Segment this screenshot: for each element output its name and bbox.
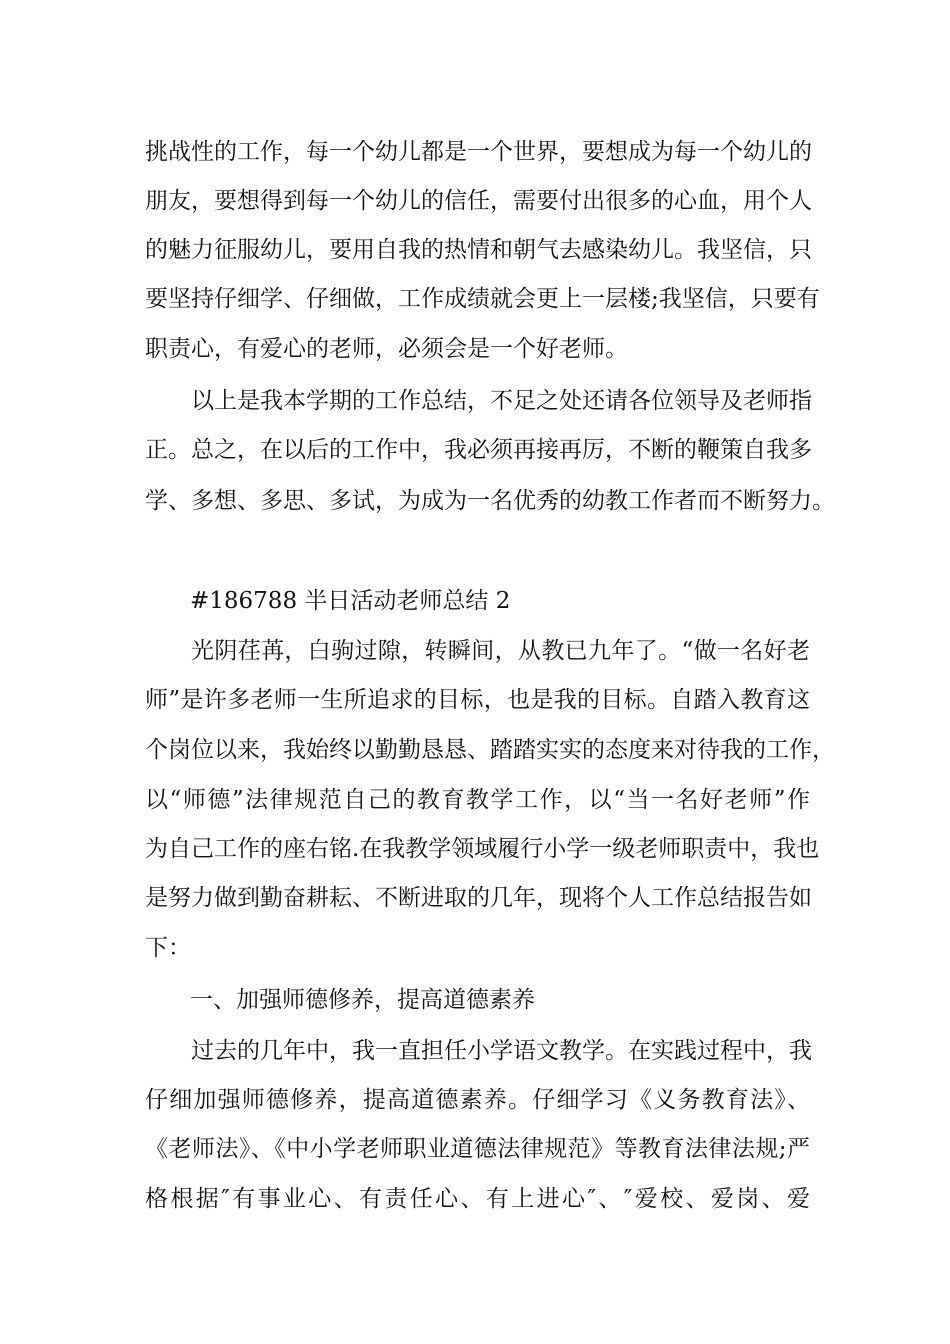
text-line: 以上是我本学期的工作总结，不足之处还请各位领导及老师指 [191, 388, 812, 414]
text-line: 朋友，要想得到每一个幼儿的信任，需要付出很多的心血，用个人 [145, 188, 812, 214]
text-line: 下： [145, 935, 191, 961]
text-line: 挑战性的工作，每一个幼儿都是一个世界，要想成为每一个幼儿的 [145, 139, 812, 165]
text-line: 师”是许多老师一生所追求的目标，也是我的目标。自踏入教育这 [145, 687, 810, 713]
text-line: 正。总之，在以后的工作中，我必须再接再厉，不断的鞭策自我多 [145, 437, 812, 463]
text-line: 《老师法》、《中小学老师职业道德法律规范》等教育法律法规;严 [145, 1136, 810, 1162]
text-line: 过去的几年中，我一直担任小学语文教学。在实践过程中，我 [191, 1038, 812, 1064]
text-line: 仔细加强师德修养，提高道德素养。仔细学习《义务教育法》、 [145, 1087, 810, 1113]
text-line: 要坚持仔细学、仔细做，工作成绩就会更上一层楼;我坚信，只要有 [145, 286, 820, 312]
text-line: 的魅力征服幼儿，要用自我的热情和朝气去感染幼儿。我坚信，只 [145, 237, 812, 263]
text-line: 个岗位以来，我始终以勤勤恳恳、踏踏实实的态度来对待我的工作， [145, 737, 835, 763]
text-line: 是努力做到勤奋耕耘、不断进取的几年，现将个人工作总结报告如 [145, 885, 812, 911]
section-title: #186788 半日活动老师总结 2 [190, 588, 511, 614]
text-line: 职责心，有爱心的老师，必须会是一个好老师。 [145, 336, 628, 362]
text-line: 格根据″有事业心、有责任心、有上进心″、″爱校、爱岗、爱 [145, 1186, 810, 1212]
text-line: 为自己工作的座右铭.在我教学领域履行小学一级老师职责中，我也 [145, 836, 820, 862]
text-line: 光阴荏苒，白驹过隙，转瞬间，从教已九年了。“做一名好老 [191, 638, 810, 664]
subheading: 一、加强师德修养，提高道德素养 [190, 987, 535, 1013]
text-line: 以“师德”法律规范自己的教育教学工作，以“当一名好老师”作 [145, 787, 810, 813]
text-line: 学、多想、多思、多试，为成为一名优秀的幼教工作者而不断努力。 [145, 488, 835, 514]
